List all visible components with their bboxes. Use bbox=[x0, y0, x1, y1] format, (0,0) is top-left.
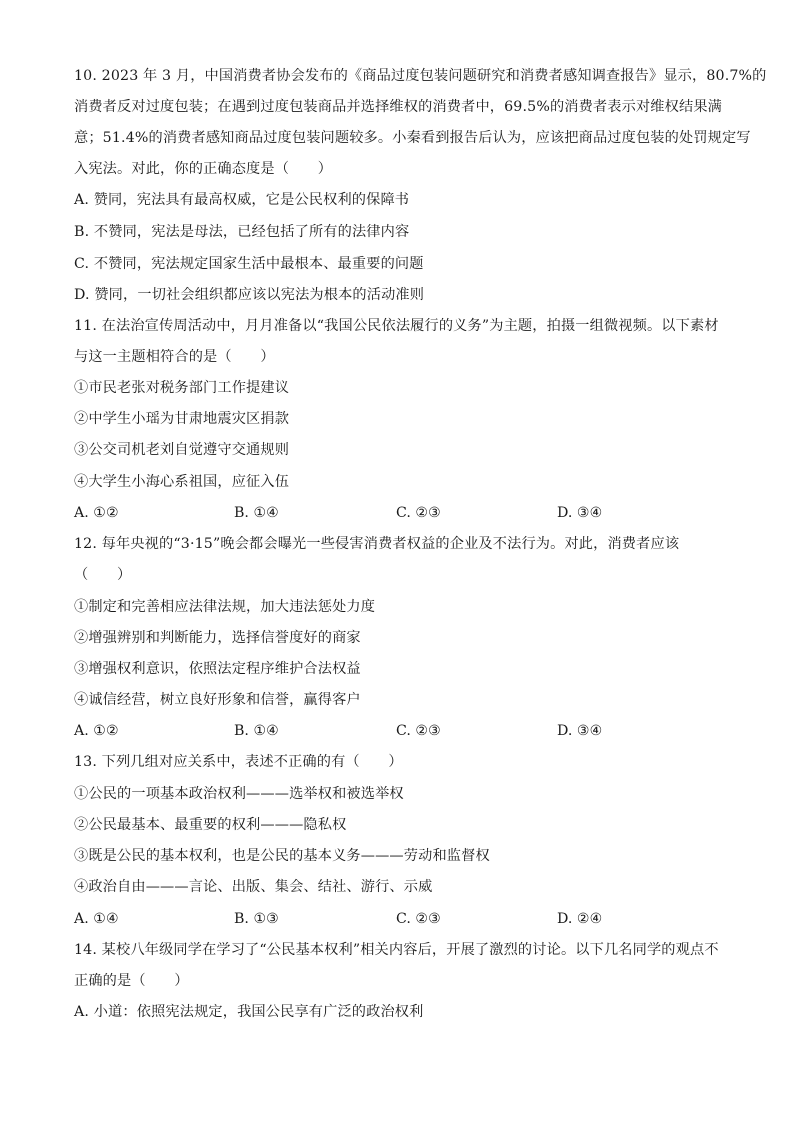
q14-stem-line-2: 正确的是（ ） bbox=[74, 973, 189, 989]
q10-option-c: C. 不赞同，宪法规定国家生活中最根本、最重要的问题 bbox=[74, 256, 424, 272]
q13-option-a: A. ①④ bbox=[74, 911, 119, 927]
q10-option-a: A. 赞同，宪法具有最高权威，它是公民权利的保障书 bbox=[74, 192, 410, 208]
q12-item-2: ②增强辨别和判断能力，选择信誉度好的商家 bbox=[74, 630, 361, 646]
q13-item-4: ④政治自由———言论、出版、集会、结社、游行、示威 bbox=[74, 879, 433, 895]
q11-item-4: ④大学生小海心系祖国，应征入伍 bbox=[74, 474, 290, 490]
q10-stem-line-2: 消费者反对过度包装；在遇到过度包装商品并选择维权的消费者中，69.5%的消费者表示对维权结果满 bbox=[74, 99, 722, 115]
q12-option-a: A. ①② bbox=[74, 723, 119, 739]
q14-stem-line-1: 14. 某校八年级同学在学习了“公民基本权利”相关内容后，开展了激烈的讨论。以下几名同学的观点不 bbox=[74, 942, 719, 958]
q10-stem-line-1: 10. 2023 年 3 月，中国消费者协会发布的《商品过度包装问题研究和消费者感知调查报告》显示，80.7%的 bbox=[74, 68, 767, 84]
q12-stem-line-2: （ ） bbox=[74, 567, 132, 583]
q11-stem-line-1: 11. 在法治宣传周活动中，月月准备以“我国公民依法履行的义务”为主题，拍摄一组微视频。以下素材 bbox=[74, 318, 719, 334]
q14-option-a: A. 小道：依照宪法规定，我国公民享有广泛的政治权利 bbox=[74, 1004, 424, 1020]
q11-item-3: ③公交司机老刘自觉遵守交通规则 bbox=[74, 442, 290, 458]
q13-item-3: ③既是公民的基本权利，也是公民的基本义务———劳动和监督权 bbox=[74, 848, 490, 864]
q12-item-4: ④诚信经营，树立良好形象和信誉，赢得客户 bbox=[74, 692, 361, 708]
q12-item-3: ③增强权利意识，依照法定程序维护合法权益 bbox=[74, 661, 361, 677]
q12-options bbox=[74, 721, 724, 741]
q11-option-d: D. ③④ bbox=[557, 505, 603, 521]
q11-option-c: C. ②③ bbox=[396, 505, 441, 521]
q10-stem-line-3: 意；51.4%的消费者感知商品过度包装问题较多。小秦看到报告后认为，应该把商品过度包装的处罚规定写 bbox=[74, 130, 751, 146]
q11-option-b: B. ①④ bbox=[234, 505, 279, 521]
q13-option-c: C. ②③ bbox=[396, 911, 441, 927]
q10-option-b: B. 不赞同，宪法是母法，已经包括了所有的法律内容 bbox=[74, 224, 410, 240]
q12-item-1: ①制定和完善相应法律法规，加大违法惩处力度 bbox=[74, 599, 376, 615]
q11-item-2: ②中学生小瑶为甘肃地震灾区捐款 bbox=[74, 411, 290, 427]
q12-option-c: C. ②③ bbox=[396, 723, 441, 739]
q13-option-d: D. ②④ bbox=[557, 911, 603, 927]
q13-options bbox=[74, 909, 724, 929]
q13-item-2: ②公民最基本、最重要的权利———隐私权 bbox=[74, 817, 347, 833]
q11-option-a: A. ①② bbox=[74, 505, 119, 521]
q11-options bbox=[74, 503, 724, 523]
q12-stem-line-1: 12. 每年央视的“3·15”晚会都会曝光一些侵害消费者权益的企业及不法行为。对此，消费者应该 bbox=[74, 536, 680, 552]
q10-stem-line-4: 入宪法。对此，你的正确态度是（ ） bbox=[74, 161, 333, 177]
q12-option-d: D. ③④ bbox=[557, 723, 603, 739]
q13-item-1: ①公民的一项基本政治权利———选举权和被选举权 bbox=[74, 786, 404, 802]
q11-item-1: ①市民老张对税务部门工作提建议 bbox=[74, 380, 290, 396]
q12-option-b: B. ①④ bbox=[234, 723, 279, 739]
q13-option-b: B. ①③ bbox=[234, 911, 279, 927]
q11-stem-line-2: 与这一主题相符合的是（ ） bbox=[74, 349, 275, 365]
q13-stem-line-1: 13. 下列几组对应关系中，表述不正确的有（ ） bbox=[74, 754, 403, 770]
q10-option-d: D. 赞同，一切社会组织都应该以宪法为根本的活动准则 bbox=[74, 287, 425, 303]
